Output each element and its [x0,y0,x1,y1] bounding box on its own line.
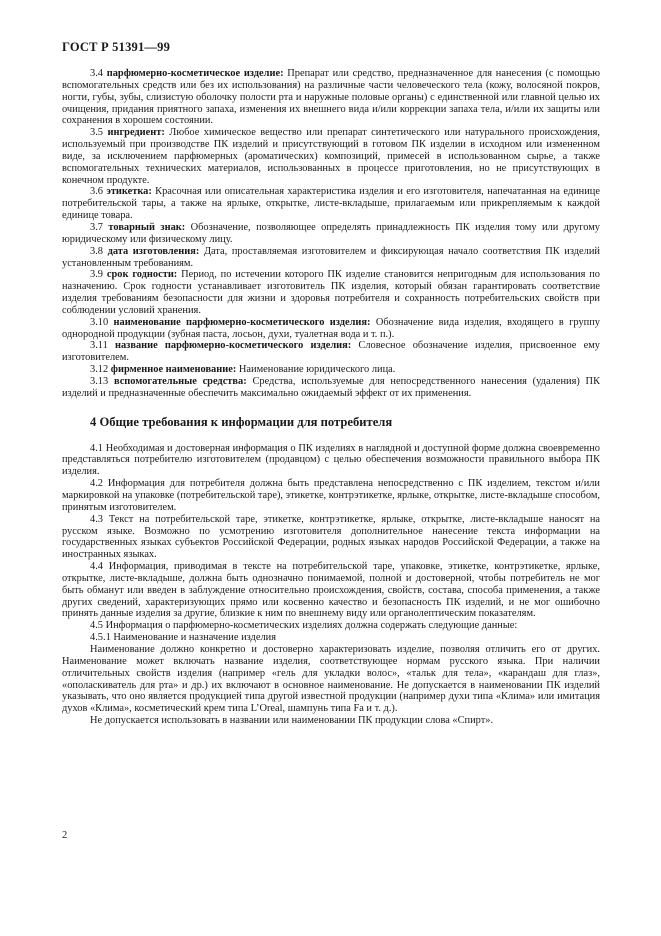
document-body [62,68,600,727]
definition-number: 3.11 [90,340,108,352]
definition-term: парфюмерно-косметическое изделие: [106,68,284,79]
definition-number: 3.13 [90,375,109,387]
section-4-title: 4 Общие требования к информации для потребителя [90,414,393,429]
definition-3-10 [62,317,600,341]
definition-3-11 [62,340,600,364]
definition-term: вспомогательные средства: [113,375,247,387]
document-code-header: ГОСТ Р 51391—99 [62,40,171,54]
definition-term: наименование парфюмерно-косметического изделия: [113,316,371,328]
definition-term: товарный знак: [108,221,186,233]
definition-3-9 [62,269,600,316]
definition-term: этикетка: [106,186,152,198]
definition-3-4 [62,68,600,127]
definition-text: Средства, используемые для непосредственного нанесения (удаления) ПК изделий и предназначенные обеспечить максимально ожидаемый эффект от их применения. [62,375,600,399]
definition-number: 3.7 [90,221,103,233]
paragraph-4-5: 4.5 Информация о парфюмерно-косметических изделиях должна содержать следующие данные: [90,620,518,632]
paragraph-4-3: 4.3 Текст на потребительской таре, этикетке, контрэтикетке, ярлыке, открытке, листе-вкладыше наносят на русском языке. Возможно по усмотрению изготовителя дополнительное нанесение текста информации на государственных языках субъектов Российской Федерации, родных языках народов Российской Федерации, а также на иностранных языках. [62,513,600,561]
definition-text: Красочная или описательная характеристика изделия и его изготовителя, напечатанная на единице потребительской тары, а также на ярлыке, открытке, листе-вкладыше, прилагаемым или прикрепляемым к каждой единице товара. [62,186,600,222]
definition-text: Любое химическое вещество или препарат синтетического или натурального происхождения, используемый при производстве ПК изделий и присутствующий в готовом ПК изделии в исходном или измененном виде, за исключением парфюмерных (ароматических) композиций, примесей в использованном сырье, а также вспомогательных технических материалов, использованных в процессе приготовления, но не присутствующих в конечном продукте. [62,127,600,186]
definition-text: Дата, проставляемая изготовителем и фиксирующая начало соответствия ПК изделий установленным требованиям. [62,245,600,269]
definition-number: 3.6 [90,186,103,198]
definition-number: 3.9 [90,269,103,281]
paragraph-4-4: 4.4 Информация, приводимая в тексте на потребительской таре, упаковке, этикетке, контрэтикетке, ярлыке, открытке, листе-вкладыше, должна быть однозначно понимаемой, полной и достоверной, чтобы потребитель не мог быть обманут или введен в заблуждение относительно происхождения, свойств, состава, способа применения, а также других сведений, характеризующих прямо или косвенно качество и безопасность ПК изделий, и не мог ошибочно принять данные изделия за другие, близкие к ним по внешнему виду или органолептическим показателям. [62,561,600,620]
definition-3-6 [62,186,600,222]
definition-number: 3.10 [90,316,109,328]
definition-3-13 [62,376,600,400]
paragraph-4-2: 4.2 Информация для потребителя должна быть представлена непосредственно с ПК изделием, текстом и/или маркировкой на упаковке (потребительской таре), этикетке, контрэтикетке, ярлыке, открытке, листе-вкладыше способом, принятым изготовителем. [62,478,600,513]
paragraph-spirit-prohibition: Не допускается использовать в названии или наименовании ПК продукции слова «Спирт». [90,715,494,727]
definition-3-8 [62,246,600,270]
definition-3-7 [62,222,600,246]
definition-text: Обозначение вида изделия, входящего в группу однородной продукции (зубная паста, лосьон, духи, туалетная вода и т. п.). [62,316,600,340]
definition-term: срок годности: [106,269,178,281]
page-number: 2 [62,830,68,841]
definition-3-12 [62,364,600,376]
definitions-list [62,68,600,400]
definition-term: фирменное наименование: [110,364,237,376]
definition-text: Обозначение, позволяющее определять принадлежность ПК изделия тому или другому юридическому или физическому лицу. [62,221,600,245]
definition-text: Препарат или средство, предназначенное для нанесения (с помощью вспомогательных средств или без их использования) на различные части человеческого тела (кожу, волосяной покров, ногти, губы, зубы, слизистую оболочку полости рта и наружные половые органы) с единственной или главной целью их очищения, придания приятного запаха, изменения их внешнего вида и/или коррекции запаха тела, и/или их защиты или сохранения в хорошем состоянии. [62,68,601,127]
paragraph-4-1: 4.1 Необходимая и достоверная информация о ПК изделиях в наглядной и доступной форме должна своевременно представляться потребителю изготовителем (продавцом) с целью обеспечения возможности правильного выбора ПК изделия. [62,442,600,478]
definition-term: название парфюмерно-косметического изделия: [114,340,352,352]
paragraph-4-5-1-heading: 4.5.1 Наименование и назначение изделия [90,632,276,644]
definition-text: Словесное обозначение изделия, присвоенное ему изготовителем. [62,340,600,364]
section-4-body [62,443,600,727]
definition-3-5 [62,127,600,186]
paragraph-naming-requirements: Наименование должно конкретно и достоверно характеризовать изделие, позволяя отличить его от других. Наименование может включать название изделия, соответствующее нормам русского языка. При наличии отличительных свойств изделия (например «гель для укладки волос», «тальк для тела», «карандаш для глаз», «ополаскиватель для рта» и др.) их включают в основное наименование. Не допускается в наименовании ПК изделий указывать, что оно является продукцией типа другой известной продукции (например духи типа «Клима» или имитация духов «Клима», косметический крем типа L’Oreal, шампунь типа Fa и т. д.). [62,643,600,715]
definition-text: Наименование юридического лица. [238,364,396,376]
definition-number: 3.4 [90,68,103,79]
definition-text: Период, по истечении которого ПК изделие становится непригодным для использования по назначению. Срок годности устанавливает изготовитель ПК изделия, который обязан гарантировать соответствие изделия требованиям безопасности для жизни и здоровья потребителя и сохранность потребительских свойств при соблюдении условий хранения. [62,269,600,316]
definition-number: 3.8 [90,245,103,257]
definition-number: 3.5 [90,127,103,139]
definition-term: дата изготовления: [107,245,200,257]
definition-number: 3.12 [90,364,109,376]
definition-term: ингредиент: [107,127,165,139]
